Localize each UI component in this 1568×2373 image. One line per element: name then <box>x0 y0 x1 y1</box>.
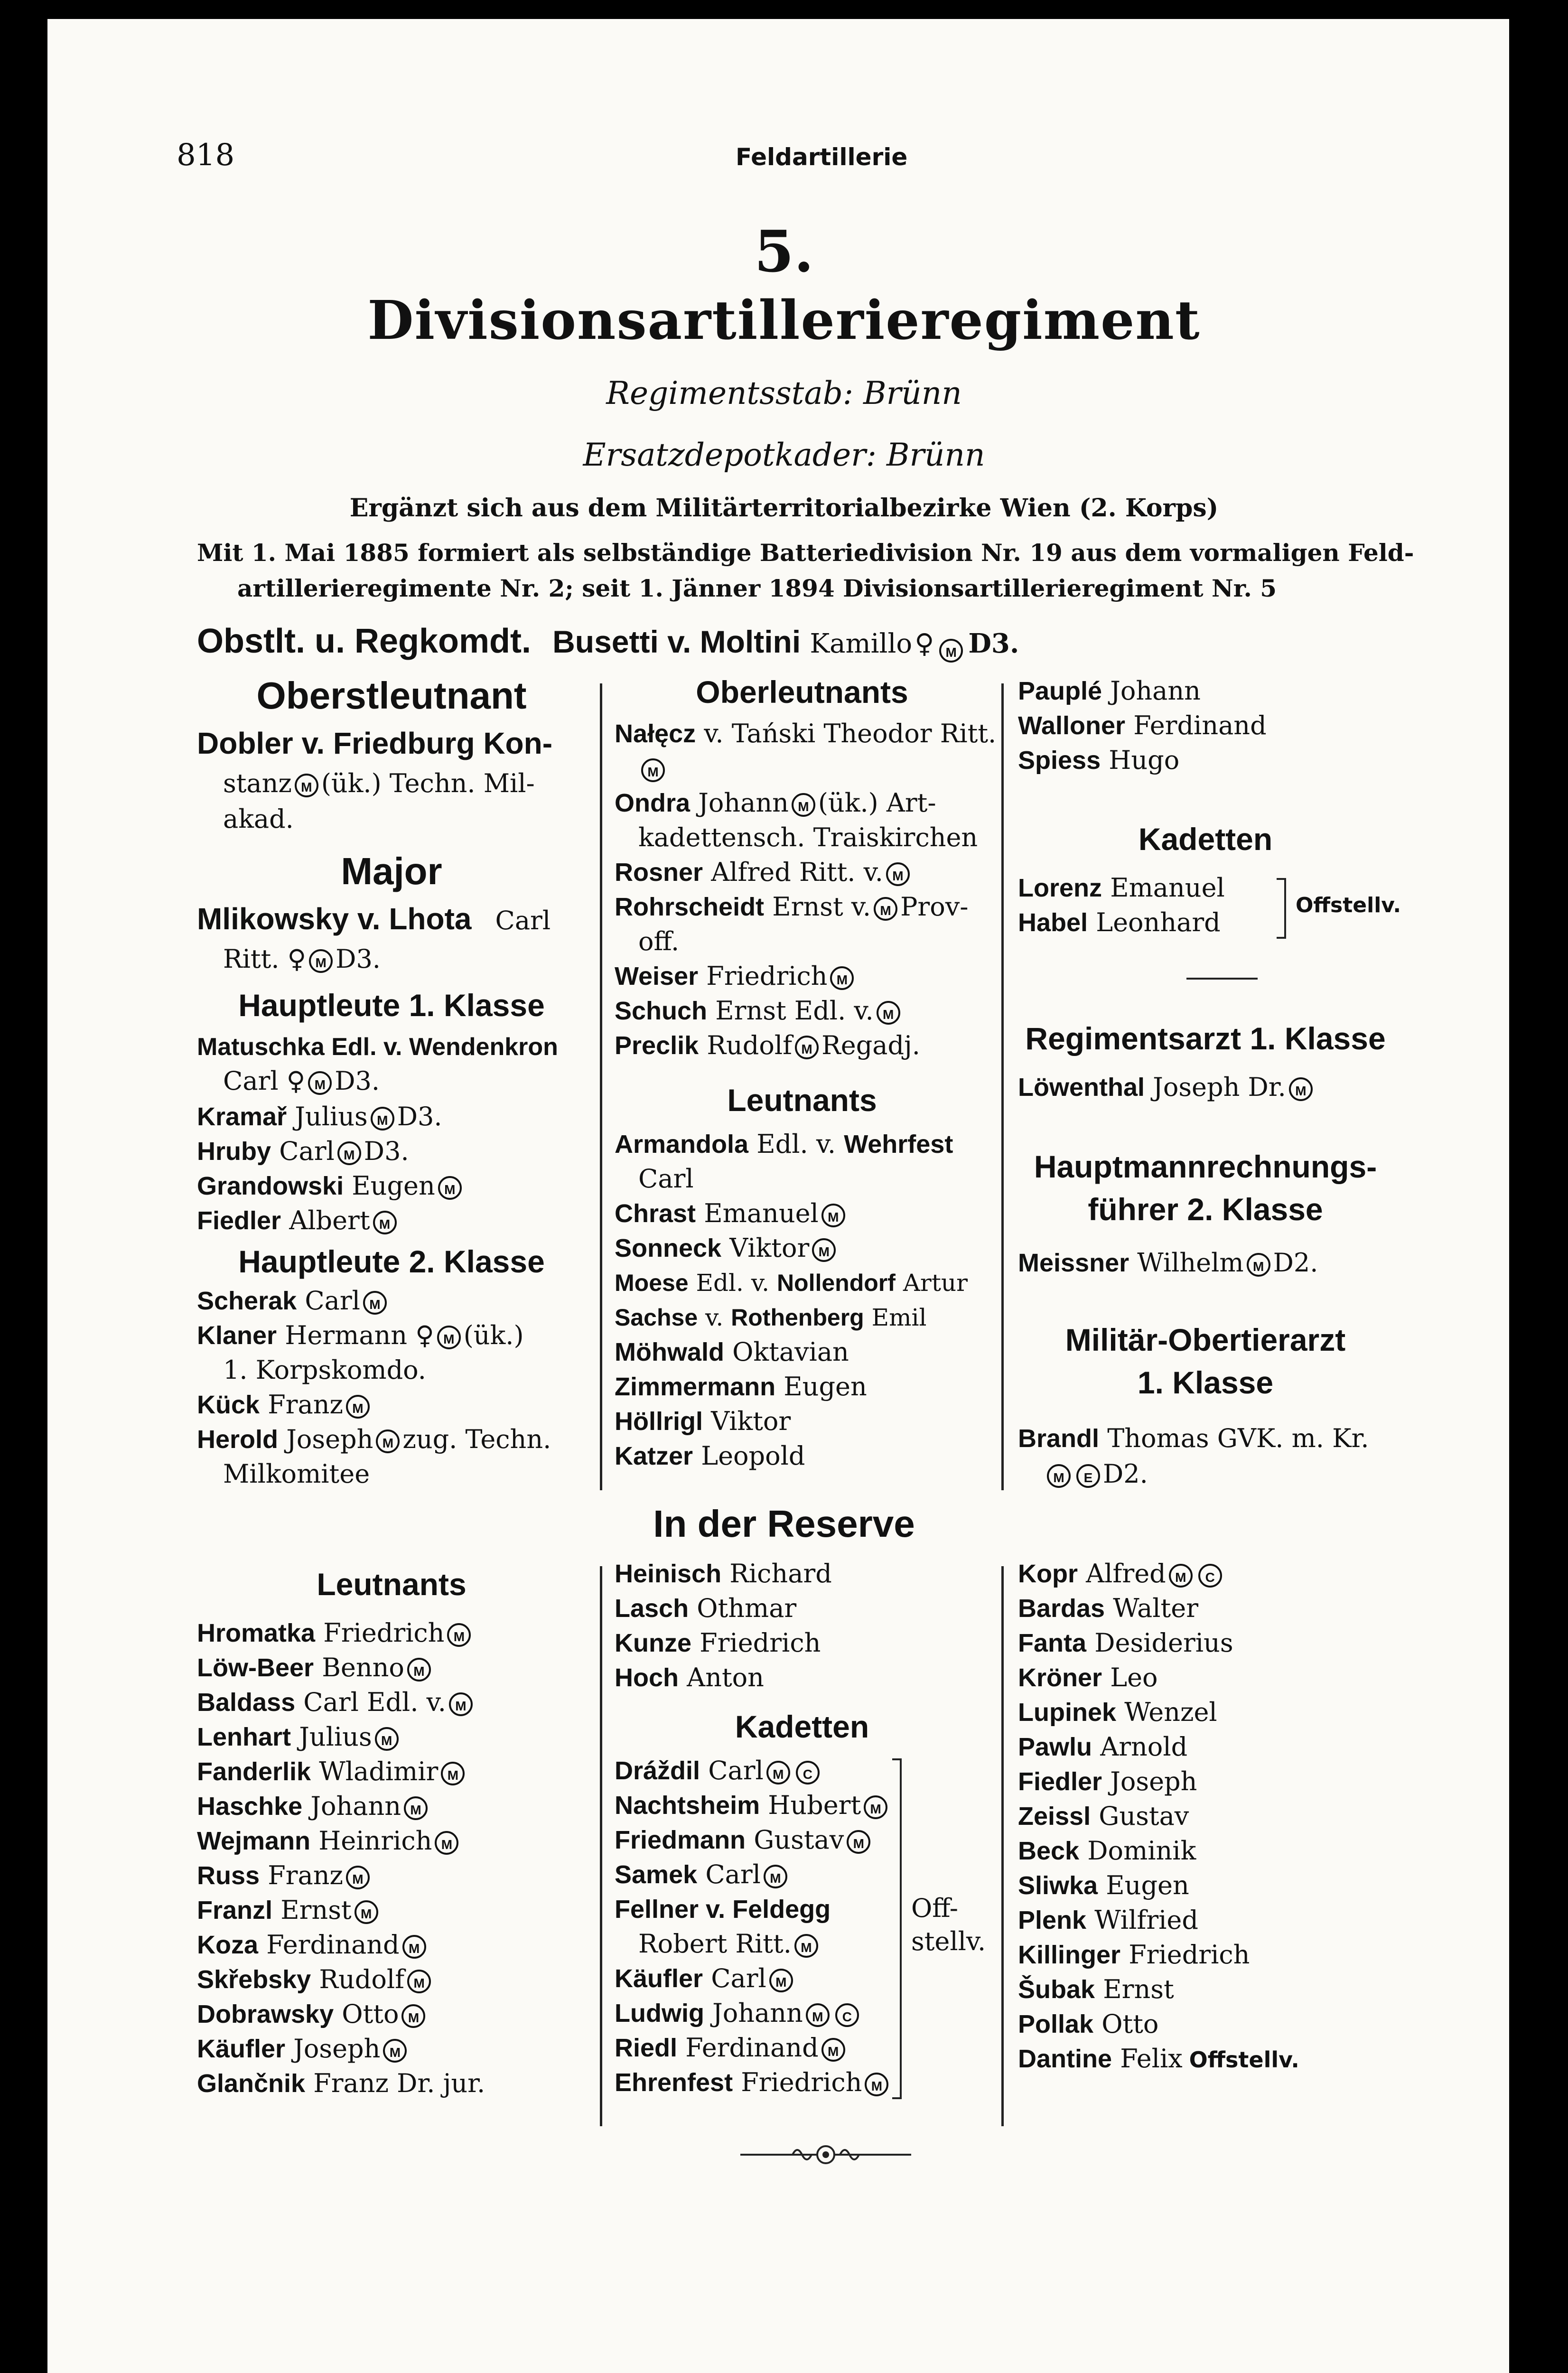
entry-given-name: Desiderius <box>1094 1628 1233 1658</box>
kommandant-given: Kamillo <box>810 628 913 659</box>
column-rule <box>1001 683 1004 1490</box>
entry-nalecz-2: M <box>638 751 668 785</box>
offstellv-label-2: stellv. <box>911 1926 986 1956</box>
list-item <box>615 1626 821 1660</box>
entry-moese: Moese Edl. v. Nollendorf Artur <box>615 1269 968 1297</box>
list-item <box>1018 1695 1217 1729</box>
heading-rechnungsfuehrer-1: Hauptmannrechnungs- <box>1034 1149 1377 1184</box>
medal-icon: M <box>295 774 318 797</box>
entry-schuch: Schuch Ernst Edl. v. M <box>615 994 903 1028</box>
list-item <box>1018 2007 1158 2041</box>
medal-icon: M <box>435 1831 458 1855</box>
list-item <box>615 1823 873 1857</box>
medal-icon: M <box>447 1623 471 1647</box>
medal-icon: M <box>404 1796 428 1820</box>
medal-icon: M <box>401 2004 425 2028</box>
medal-icon: M <box>821 2038 845 2062</box>
entry-fiedler: Fiedler Albert M <box>197 1204 400 1238</box>
entry-sachse: Sachse v. Rothenberg Emil <box>615 1304 927 1331</box>
entry-surname: Baldass <box>197 1688 296 1717</box>
entry-given-name: Friedrich <box>741 2067 862 2097</box>
entry-given-name: Wilfried <box>1094 1905 1198 1935</box>
entry-herold: Herold Joseph M zug. Techn. <box>197 1424 551 1454</box>
offstellv-label: Offstellv. <box>1296 893 1401 917</box>
entry-weiser: Weiser Friedrich M <box>615 959 857 993</box>
entry-hollrigl: Höllrigl Viktor <box>615 1406 791 1436</box>
ornament-icon <box>740 2140 911 2169</box>
page-number: 818 <box>177 138 235 173</box>
list-item <box>615 1892 831 1926</box>
entry-given-name: Dominik <box>1087 1836 1196 1866</box>
heading-hauptleute-2: Hauptleute 2. Klasse <box>238 1244 545 1279</box>
entry-given-name: Joseph <box>1110 1766 1197 1796</box>
entry-surname: Dantine <box>1018 2045 1112 2073</box>
entry-surname: Kopr <box>1018 1560 1078 1588</box>
page-title: Divisionsartillerieregiment <box>367 290 1201 352</box>
list-item <box>197 1616 474 1650</box>
column-rule <box>1001 1566 1004 2126</box>
list-item <box>615 1962 796 1996</box>
entry-surname: Nachtsheim <box>615 1791 760 1820</box>
medal-icon: M <box>766 1761 790 1784</box>
list-item <box>197 2032 410 2066</box>
entry-given-name: Arnold <box>1100 1732 1188 1762</box>
list-item <box>615 1661 764 1695</box>
entry-mlikowsky-2: Ritt. ♀ M D3. <box>223 944 381 974</box>
entry-given-name: Johann <box>712 1998 803 2028</box>
entry-grandowski: Grandowski Eugen M <box>197 1169 465 1203</box>
medal-icon: M <box>355 1900 378 1924</box>
list-item <box>615 2031 848 2065</box>
medal-icon: C <box>796 1761 820 1784</box>
entry-given-name: Otto <box>1101 2009 1159 2039</box>
entry-klaner: Klaner Hermann ♀ M (ük.) <box>197 1320 524 1350</box>
list-item <box>615 1858 790 1892</box>
list-item <box>1018 1972 1174 2007</box>
entry-kuck: Kück Franz M <box>197 1388 373 1422</box>
entry-given-name: Carl <box>711 1963 766 1993</box>
entry-lorenz: Lorenz Emanuel <box>1018 873 1225 903</box>
entry-given-name: Joseph <box>293 2034 381 2064</box>
list-item <box>1018 1938 1250 1972</box>
entry-given-name: Robert Ritt. <box>638 1929 792 1959</box>
entry-scherak: Scherak Carl M <box>197 1284 390 1318</box>
entry-given-name: Otto <box>342 1999 399 2029</box>
entry-given-name: Carl <box>705 1859 761 1889</box>
entry-matuschka: Matuschka Edl. v. Wendenkron <box>197 1033 558 1061</box>
entry-surname: Lupinek <box>1018 1698 1117 1727</box>
heading-oberstleutnant: Oberstleutnant <box>256 674 527 717</box>
entry-herold-2: Milkomitee <box>223 1459 370 1489</box>
entry-hruby: Hruby Carl M D3. <box>197 1136 409 1166</box>
entry-surname: Lasch <box>615 1594 689 1623</box>
heading-obertierarzt-1: Militär-Obertierarzt <box>1065 1322 1346 1357</box>
entry-surname: Kröner <box>1018 1663 1102 1692</box>
list-item <box>615 1557 832 1591</box>
entry-given-name: Alfred <box>1086 1559 1166 1588</box>
regimentsstab: Regimentsstab: Brünn <box>606 375 962 411</box>
list-item <box>1018 1557 1225 1591</box>
list-item <box>1018 1903 1198 1937</box>
entry-dobler-2: stanz M (ük.) Techn. Mil- <box>223 768 535 798</box>
entry-armandola-2: Carl <box>638 1164 694 1194</box>
entry-surname: Dráždil <box>615 1756 700 1785</box>
medal-icon: M <box>769 1969 793 1992</box>
entry-given-name: Wenzel <box>1124 1697 1217 1727</box>
heading-reserve-kadetten: Kadetten <box>735 1709 869 1744</box>
heading-oberleutnants: Oberleutnants <box>696 674 908 710</box>
entry-given-name: Felix <box>1120 2044 1183 2074</box>
entry-nalecz: Nałęcz v. Tański Theodor Ritt. <box>615 719 997 748</box>
list-item <box>1018 1869 1189 1903</box>
entry-surname: Zeissl <box>1018 1802 1091 1831</box>
entry-surname: Haschke <box>197 1792 303 1821</box>
list-item <box>638 1927 821 1961</box>
list-item <box>1018 1799 1189 1833</box>
entry-kramar: Kramař Julius M D3. <box>197 1102 442 1131</box>
entry-rohrscheidt-2: off. <box>638 926 680 956</box>
list-item <box>615 1754 822 1788</box>
entry-surname: Löw-Beer <box>197 1654 314 1682</box>
entry-surname: Riedl <box>615 2034 678 2062</box>
entry-surname: Russ <box>197 1861 260 1890</box>
entry-given-name: Franz Dr. jur. <box>313 2068 485 2098</box>
list-item <box>1018 1765 1197 1799</box>
list-item <box>197 1893 381 1927</box>
medal-icon: M <box>383 2039 407 2063</box>
entry-surname: Lenhart <box>197 1723 291 1751</box>
list-item <box>197 1685 476 1719</box>
entry-given-name: Ernst <box>280 1895 352 1925</box>
medal-icon: M <box>375 1727 399 1751</box>
entry-surname: Friedmann <box>615 1826 746 1854</box>
heading-hauptleute-1: Hauptleute 1. Klasse <box>238 988 545 1023</box>
entry-mlikowsky: Mlikowsky v. Lhota Carl <box>197 902 551 936</box>
entry-surname: Plenk <box>1018 1906 1087 1934</box>
entry-mohwald: Möhwald Oktavian <box>615 1337 849 1367</box>
entry-given-name: Hubert <box>768 1790 861 1820</box>
divider <box>1186 978 1258 980</box>
entry-surname: Hromatka <box>197 1619 316 1647</box>
list-item <box>1018 2042 1299 2077</box>
list-item <box>197 1859 373 1893</box>
heading-rechnungsfuehrer-2: führer 2. Klasse <box>1088 1192 1323 1227</box>
heading-regimentsarzt: Regimentsarzt 1. Klasse <box>1025 1021 1386 1056</box>
entry-given-name: Gustav <box>754 1825 844 1855</box>
entry-meissner: Meissner Wilhelm M D2. <box>1018 1248 1318 1278</box>
entry-given-name: Othmar <box>697 1593 797 1623</box>
brace <box>892 1758 902 2099</box>
entry-surname: Ehrenfest <box>615 2068 733 2097</box>
heading-leutnants: Leutnants <box>727 1083 877 1118</box>
entry-given-name: Wladimir <box>319 1756 439 1786</box>
list-item <box>1018 1591 1198 1626</box>
entry-surname: Käufler <box>615 1964 703 1993</box>
entry-surname: Bardas <box>1018 1594 1105 1623</box>
entry-surname: Sliwka <box>1018 1871 1098 1900</box>
entry-surname: Skřebsky <box>197 1965 311 1994</box>
entry-surname: Fanderlik <box>197 1757 311 1786</box>
medal-icon: M <box>407 1658 431 1682</box>
medal-icon: M <box>864 1795 887 1819</box>
entry-preclik: Preclik Rudolf M Regadj. <box>615 1030 920 1060</box>
entry-surname: Käufler <box>197 2035 286 2063</box>
entry-surname: Šubak <box>1018 1975 1095 2004</box>
entry-given-name: Eugen <box>1106 1870 1189 1900</box>
entry-surname: Pawlu <box>1018 1733 1092 1761</box>
heading-kadetten: Kadetten <box>1138 822 1273 857</box>
entry-surname: Glančnik <box>197 2069 306 2098</box>
entry-surname: Wejmann <box>197 1827 311 1855</box>
medal-icon: M <box>402 1935 426 1959</box>
entry-given-name: Gustav <box>1099 1801 1189 1831</box>
medal-icon: M <box>794 1934 818 1958</box>
medal-icon: M <box>806 2003 830 2027</box>
entry-given-name: Carl Edl. v. <box>303 1687 446 1717</box>
entry-given-name: Heinrich <box>318 1826 432 1856</box>
entry-katzer: Katzer Leopold <box>615 1441 805 1471</box>
list-item <box>615 2065 891 2100</box>
medal-icon: M <box>1169 1564 1193 1588</box>
medal-icon: M <box>939 639 963 663</box>
column-rule <box>600 683 602 1490</box>
kommandant-line <box>197 622 1019 663</box>
entry-rohrscheidt: Rohrscheidt Ernst v. M Prov- <box>615 892 969 922</box>
entry-surname: Samek <box>615 1860 698 1889</box>
entry-given-name: Friedrich <box>700 1628 821 1658</box>
entry-surname: Heinisch <box>615 1560 722 1588</box>
order-icon: ♀ <box>915 628 934 659</box>
history-line-2: artillerieregimente Nr. 2; seit 1. Jänner 1894 Divisionsartillerieregiment Nr. 5 <box>237 574 1277 602</box>
entry-ondra-2: kadettensch. Traiskirchen <box>638 822 978 852</box>
running-head: Feldartillerie <box>736 143 908 171</box>
entry-surname: Pollak <box>1018 2010 1094 2038</box>
list-item <box>197 1962 434 1997</box>
list-item <box>197 1651 434 1685</box>
heading-reserve-leutnants: Leutnants <box>317 1567 467 1602</box>
heading-major: Major <box>341 850 442 892</box>
kommandant-suffix: D3. <box>968 628 1019 659</box>
entry-surname: Beck <box>1018 1837 1080 1865</box>
entry-surname: Killinger <box>1018 1941 1121 1969</box>
entry-rosner: Rosner Alfred Ritt. v. M <box>615 855 913 889</box>
entry-given-name: Richard <box>729 1559 832 1588</box>
medal-icon: C <box>1198 1564 1222 1588</box>
entry-walloner: Walloner Ferdinand <box>1018 710 1267 740</box>
medal-icon: M <box>865 2073 888 2096</box>
entry-given-name: Friedrich <box>1129 1940 1250 1970</box>
list-item <box>197 1720 401 1754</box>
heading-reserve: In der Reserve <box>653 1503 915 1545</box>
list-item <box>197 2066 485 2101</box>
entry-given-name: Friedrich <box>323 1618 445 1648</box>
entry-given-name: Rudolf <box>319 1964 405 1994</box>
column-rule <box>600 1566 602 2126</box>
entry-given-name: Ferdinand <box>266 1930 400 1960</box>
list-item <box>615 1996 862 2030</box>
entry-given-name: Ferdinand <box>685 2033 819 2063</box>
entry-sonneck: Sonneck Viktor M <box>615 1231 839 1265</box>
entry-armandola: Armandola Edl. v. Wehrfest <box>615 1129 953 1159</box>
list-item <box>197 1997 428 2031</box>
page <box>47 19 1509 2373</box>
kommandant-label: Obstlt. u. Regkomdt. <box>197 622 532 660</box>
entry-habel: Habel Leonhard <box>1018 907 1221 937</box>
entry-given-name: Franz <box>268 1860 343 1890</box>
entry-brandl-2: M E D2. <box>1044 1457 1148 1491</box>
entry-surname: Fiedler <box>1018 1767 1102 1796</box>
kommandant-name: Busetti v. Moltini <box>552 624 801 659</box>
medal-icon: C <box>835 2003 859 2027</box>
list-item <box>197 1824 461 1858</box>
list-item <box>197 1928 429 1962</box>
entry-ondra: Ondra Johann M (ük.) Art- <box>615 788 936 818</box>
entry-brandl: Brandl Thomas GVK. m. Kr. <box>1018 1423 1369 1453</box>
history-line-1: Mit 1. Mai 1885 formiert als selbständige Batteriedivision Nr. 19 aus dem vormaligen Feld- <box>197 539 1414 567</box>
entry-pauple: Pauplé Johann <box>1018 676 1201 706</box>
entry-surname: Koza <box>197 1931 259 1959</box>
entry-zimmermann: Zimmermann Eugen <box>615 1372 867 1401</box>
entry-given-name: Johann <box>310 1791 401 1821</box>
list-item <box>1018 1661 1158 1695</box>
entry-surname: Dobrawsky <box>197 2000 334 2028</box>
entry-klaner-2: 1. Korpskomdo. <box>223 1355 426 1385</box>
erganzt-line: Ergänzt sich aus dem Militärterritorialbezirke Wien (2. Korps) <box>349 494 1219 523</box>
medal-icon: M <box>449 1692 473 1716</box>
entry-chrast: Chrast Emanuel M <box>615 1196 848 1231</box>
entry-given-name: Leo <box>1110 1663 1158 1692</box>
entry-matuschka-2: Carl ♀ M D3. <box>223 1066 380 1096</box>
list-item <box>1018 1730 1187 1764</box>
entry-surname: Fanta <box>1018 1629 1087 1657</box>
brace <box>1277 878 1286 939</box>
list-item <box>1018 1626 1233 1660</box>
entry-suffix: Offstellv. <box>1189 2047 1299 2073</box>
medal-icon: M <box>441 1762 465 1785</box>
medal-icon: M <box>407 1970 431 1993</box>
entry-surname: Ludwig <box>615 1999 704 2027</box>
entry-given-name: Walter <box>1113 1593 1199 1623</box>
ersatzdepotkader: Ersatzdepotkader: Brünn <box>583 437 985 473</box>
entry-given-name: Julius <box>299 1722 372 1752</box>
entry-surname: Franzl <box>197 1896 273 1925</box>
list-item <box>197 1755 467 1789</box>
list-item <box>1018 1834 1196 1868</box>
entry-dobler-3: akad. <box>223 804 294 834</box>
entry-loewenthal: Löwenthal Joseph Dr. M <box>1018 1070 1316 1104</box>
entry-given-name: Anton <box>687 1663 764 1692</box>
entry-given-name: Benno <box>322 1653 404 1682</box>
list-item <box>615 1788 890 1822</box>
offstellv-label-1: Off- <box>911 1893 958 1923</box>
entry-given-name: Ernst <box>1103 1974 1174 2004</box>
list-item <box>197 1789 430 1823</box>
list-item <box>615 1591 796 1626</box>
entry-surname: Kunze <box>615 1629 691 1657</box>
section-number: 5. <box>754 218 814 285</box>
medal-icon: M <box>764 1865 787 1888</box>
entry-spiess: Spiess Hugo <box>1018 745 1180 775</box>
medal-icon: M <box>346 1866 370 1889</box>
medal-icon: M <box>847 1830 870 1854</box>
entry-surname: Hoch <box>615 1663 679 1692</box>
entry-surname: Fellner v. Feldegg <box>615 1895 831 1924</box>
heading-obertierarzt-2: 1. Klasse <box>1137 1365 1274 1400</box>
entry-dobler: Dobler v. Friedburg Kon- <box>197 726 553 760</box>
entry-given-name: Carl <box>708 1756 764 1785</box>
